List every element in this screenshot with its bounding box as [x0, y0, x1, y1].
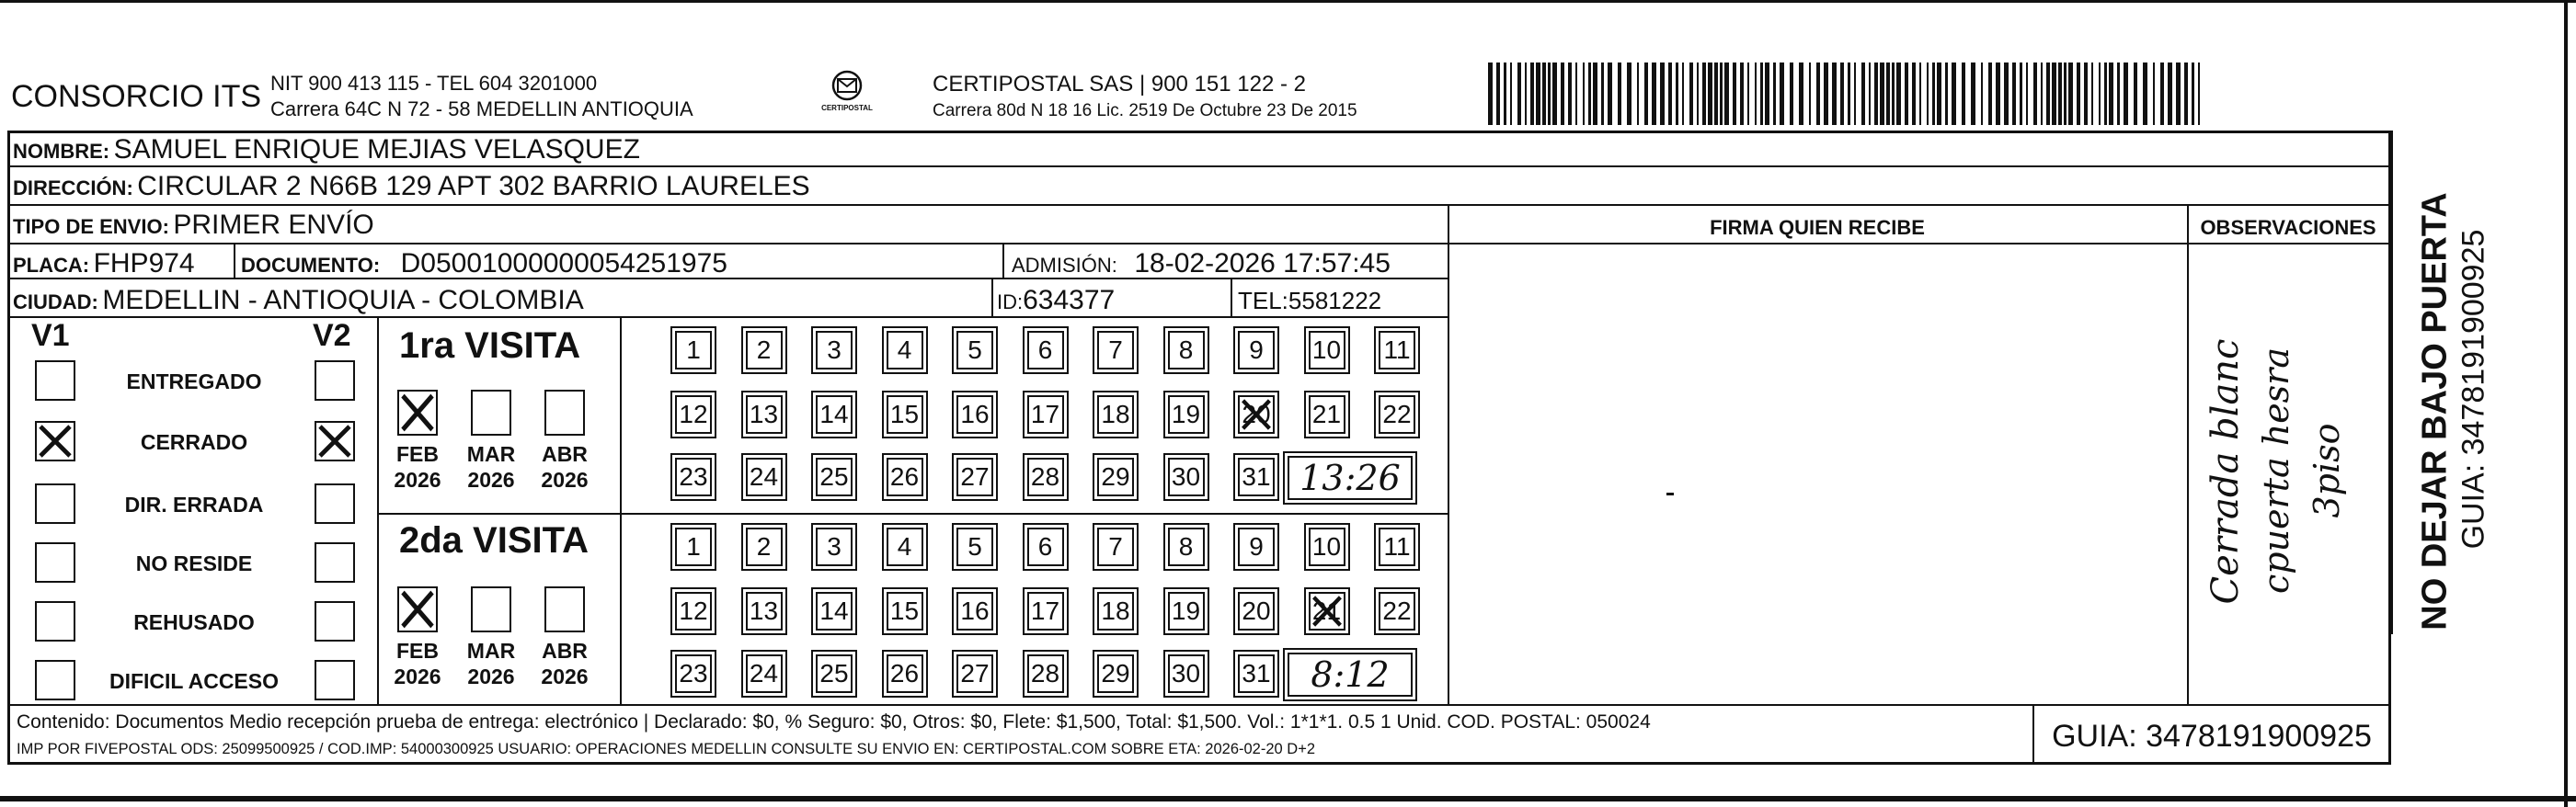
barcode-bar	[1747, 63, 1749, 125]
v2-header: V2	[313, 318, 351, 353]
name-value: SAMUEL ENRIQUE MEJIAS VELASQUEZ	[113, 134, 640, 165]
barcode-bar	[1536, 63, 1540, 125]
month-checkbox[interactable]	[471, 390, 511, 436]
month-label	[383, 638, 452, 689]
v2-checkbox[interactable]	[315, 360, 355, 401]
barcode-bar	[1832, 63, 1837, 125]
month-name: ABR	[542, 639, 588, 663]
day-box[interactable]: 26	[887, 654, 923, 693]
barcode-bar	[1799, 63, 1803, 125]
barcode-bar	[1874, 63, 1878, 125]
observations-label: OBSERVACIONES	[2200, 216, 2376, 239]
barcode-bar	[1869, 63, 1871, 125]
barcode	[1488, 63, 2211, 125]
city-cell	[13, 285, 584, 316]
signature-label: FIRMA QUIEN RECIBE	[1710, 216, 1925, 239]
x-mark-icon	[37, 423, 74, 460]
visit1-title: 1ra VISITA	[399, 325, 581, 366]
barcode-bar	[2058, 63, 2062, 125]
barcode-bar	[1652, 63, 1656, 125]
day-box[interactable]: 1	[675, 528, 712, 566]
month-year: 2026	[541, 468, 589, 492]
barcode-bar	[2084, 63, 2088, 125]
barcode-bar	[2020, 63, 2022, 125]
v1-checkbox[interactable]	[35, 601, 75, 642]
shipment-type-label: TIPO DE ENVIO:	[13, 215, 169, 238]
barcode-bar	[1780, 63, 1784, 125]
day-box[interactable]: 2	[746, 528, 783, 566]
barcode-bar	[1971, 63, 1975, 125]
barcode-bar	[1608, 63, 1612, 125]
barcode-bar	[1720, 63, 1723, 125]
month-name: MAR	[466, 442, 516, 466]
day-box[interactable]: 5	[956, 528, 993, 566]
x-mark-icon	[399, 588, 436, 631]
tel-label: TEL:	[1238, 287, 1288, 314]
month-label	[530, 441, 600, 493]
day-box[interactable]: 16	[956, 592, 993, 631]
barcode-bar	[1588, 63, 1591, 125]
barcode-bar	[1714, 63, 1718, 125]
barcode-bar	[2099, 63, 2101, 125]
barcode-bar	[2068, 63, 2073, 125]
v2-checkbox[interactable]	[315, 421, 355, 461]
barcode-bar	[2153, 63, 2155, 125]
barcode-bar	[2077, 63, 2080, 125]
day-box[interactable]: 15	[887, 592, 923, 631]
month-year: 2026	[394, 665, 441, 688]
day-box[interactable]: 1	[675, 331, 712, 369]
day-box[interactable]: 3	[816, 528, 853, 566]
day-box[interactable]: 26	[887, 458, 923, 496]
x-mark-icon	[399, 392, 436, 434]
barcode-bar	[1575, 63, 1577, 125]
shipment-type-row	[13, 210, 374, 241]
time-box[interactable]	[1288, 456, 1413, 500]
day-box[interactable]: 16	[956, 395, 993, 434]
day-box[interactable]: 22	[1379, 395, 1415, 434]
status-label: REHUSADO	[133, 610, 255, 634]
name-row	[13, 134, 640, 165]
barcode-bar	[1668, 63, 1672, 125]
barcode-bar	[2064, 63, 2067, 125]
plate-label: PLACA:	[13, 254, 90, 277]
barcode-bar	[2168, 63, 2172, 125]
barcode-bar	[1548, 63, 1551, 125]
barcode-bar	[1601, 63, 1604, 125]
day-box[interactable]: 28	[1027, 654, 1064, 693]
barcode-bar	[1824, 63, 1828, 125]
day-box[interactable]: 21	[1309, 592, 1345, 631]
barcode-bar	[1988, 63, 1992, 125]
month-name: MAR	[466, 639, 516, 663]
barcode-bar	[2198, 63, 2200, 125]
day-box[interactable]: 10	[1309, 528, 1345, 566]
courier-name: CERTIPOSTAL SAS | 900 151 122 - 2	[933, 72, 1306, 97]
day-box[interactable]: 13	[746, 395, 783, 434]
month-checkbox[interactable]	[544, 390, 585, 436]
barcode-bar	[1892, 63, 1895, 125]
barcode-bar	[1880, 63, 1884, 125]
barcode-bar	[1962, 63, 1965, 125]
day-box[interactable]: 23	[675, 654, 712, 693]
barcode-bar	[1517, 63, 1521, 125]
v1-checkbox[interactable]	[35, 660, 75, 700]
v1-checkbox[interactable]	[35, 483, 75, 524]
day-box[interactable]: 5	[956, 331, 993, 369]
day-box[interactable]: 12	[675, 395, 712, 434]
company-name: CONSORCIO ITS	[11, 79, 262, 114]
barcode-bar	[1504, 63, 1506, 125]
day-box[interactable]: 11	[1379, 331, 1415, 369]
observation-line-3: 3piso	[2307, 423, 2347, 518]
handwritten-time: 8:12	[1311, 654, 1390, 695]
day-box[interactable]: 27	[956, 458, 993, 496]
day-box[interactable]: 29	[1097, 458, 1134, 496]
v1-header: V1	[31, 318, 70, 353]
barcode-bar	[1708, 63, 1712, 125]
barcode-bar	[1861, 63, 1865, 125]
x-mark-icon	[1240, 397, 1273, 432]
day-box[interactable]: 14	[816, 592, 853, 631]
shipment-type-value: PRIMER ENVÍO	[173, 210, 374, 240]
day-box[interactable]: 30	[1168, 654, 1205, 693]
day-box[interactable]: 3	[816, 331, 853, 369]
status-label: NO RESIDE	[135, 551, 253, 575]
city-value: MEDELLIN - ANTIOQUIA - COLOMBIA	[102, 285, 584, 315]
observation-line-2: cpuerta hesra	[2256, 347, 2296, 595]
day-box[interactable]: 25	[816, 458, 853, 496]
top-border	[0, 0, 2576, 3]
time-box[interactable]	[1288, 653, 1413, 697]
barcode-bar	[2041, 63, 2043, 125]
status-label: DIFICIL ACCESO	[109, 669, 279, 693]
barcode-bar	[2192, 63, 2194, 125]
day-box[interactable]: 17	[1027, 592, 1064, 631]
x-mark-icon	[316, 423, 353, 460]
barcode-bar	[1840, 63, 1844, 125]
barcode-bar	[2134, 63, 2137, 125]
barcode-bar	[1912, 63, 1916, 125]
day-box[interactable]: 13	[746, 592, 783, 631]
barcode-bar	[1996, 63, 2000, 125]
barcode-bar	[2091, 63, 2093, 125]
day-box[interactable]: 23	[675, 458, 712, 496]
day-box[interactable]: 30	[1168, 458, 1205, 496]
barcode-bar	[1848, 63, 1850, 125]
barcode-bar	[2124, 63, 2128, 125]
barcode-bar	[1790, 63, 1793, 125]
barcode-graphic	[1488, 63, 2211, 125]
barcode-bar	[1724, 63, 1729, 125]
day-box[interactable]: 25	[816, 654, 853, 693]
document-cell	[241, 248, 727, 279]
day-box[interactable]: 28	[1027, 458, 1064, 496]
barcode-bar	[1552, 63, 1557, 125]
barcode-bar	[1530, 63, 1534, 125]
v1-checkbox[interactable]	[35, 542, 75, 583]
tel-cell	[1238, 287, 1381, 315]
barcode-bar	[2160, 63, 2164, 125]
month-year: 2026	[541, 665, 589, 688]
barcode-bar	[1660, 63, 1665, 125]
barcode-bar	[1765, 63, 1769, 125]
observation-line-1: Cerrada blanc	[2204, 338, 2247, 605]
month-label	[456, 638, 526, 689]
day-box[interactable]: 14	[816, 395, 853, 434]
day-box[interactable]: 18	[1097, 592, 1134, 631]
barcode-bar	[1773, 63, 1776, 125]
day-box[interactable]: 8	[1168, 528, 1205, 566]
barcode-bar	[1488, 63, 1493, 125]
day-box[interactable]: 21	[1309, 395, 1345, 434]
right-border	[2564, 0, 2568, 807]
x-mark-icon	[1311, 594, 1344, 629]
day-box[interactable]: 9	[1238, 331, 1275, 369]
barcode-bar	[2184, 63, 2188, 125]
id-label: ID:	[997, 290, 1024, 313]
month-name: FEB	[396, 442, 439, 466]
day-box[interactable]: 9	[1238, 528, 1275, 566]
status-label: CERRADO	[140, 430, 248, 454]
day-box[interactable]: 11	[1379, 528, 1415, 566]
month-checkbox[interactable]	[471, 586, 511, 632]
v1-checkbox[interactable]	[35, 421, 75, 461]
side-guia: GUIA: 3478191900925	[2456, 229, 2491, 550]
day-box[interactable]: 6	[1027, 331, 1064, 369]
barcode-bar	[1568, 63, 1572, 125]
day-box[interactable]: 4	[887, 331, 923, 369]
address-label: DIRECCIÓN:	[13, 176, 133, 199]
barcode-bar	[1682, 63, 1684, 125]
month-label	[530, 638, 600, 689]
v1-checkbox[interactable]	[35, 360, 75, 401]
barcode-bar	[1697, 63, 1699, 125]
barcode-bar	[1919, 63, 1921, 125]
barcode-bar	[1927, 63, 1929, 125]
barcode-bar	[1760, 63, 1763, 125]
barcode-bar	[1945, 63, 1948, 125]
barcode-bar	[2117, 63, 2120, 125]
observations-handwriting	[2189, 248, 2382, 699]
day-box[interactable]: 24	[746, 458, 783, 496]
barcode-bar	[2026, 63, 2028, 125]
courier-address: Carrera 80d N 18 16 Lic. 2519 De Octubre 23 De 2015	[933, 101, 1357, 120]
barcode-bar	[2012, 63, 2016, 125]
month-checkbox[interactable]	[544, 586, 585, 632]
barcode-bar	[1561, 63, 1564, 125]
v2-checkbox[interactable]	[315, 483, 355, 524]
company-address: Carrera 64C N 72 - 58 MEDELLIN ANTIOQUIA	[270, 97, 693, 120]
day-box[interactable]: 22	[1379, 592, 1415, 631]
barcode-bar	[1886, 63, 1890, 125]
day-box[interactable]: 31	[1238, 654, 1275, 693]
side-warning: NO DEJAR BAJO PUERTA	[2415, 192, 2455, 631]
visit2-title: 2da VISITA	[399, 520, 589, 561]
barcode-bar	[1816, 63, 1820, 125]
day-box[interactable]: 19	[1168, 592, 1205, 631]
address-row	[13, 171, 810, 202]
barcode-bar	[1896, 63, 1901, 125]
barcode-bar	[2046, 63, 2050, 125]
barcode-bar	[2104, 63, 2107, 125]
month-year: 2026	[467, 665, 515, 688]
certipostal-logo	[813, 70, 881, 112]
barcode-bar	[1510, 63, 1512, 125]
barcode-bar	[1937, 63, 1941, 125]
barcode-bar	[1854, 63, 1856, 125]
barcode-bar	[1932, 63, 1935, 125]
day-box[interactable]: 6	[1027, 528, 1064, 566]
day-box[interactable]: 27	[956, 654, 993, 693]
name-label: NOMBRE:	[13, 140, 110, 163]
company-nit-tel: NIT 900 413 115 - TEL 604 3201000	[270, 72, 598, 95]
barcode-bar	[2143, 63, 2147, 125]
admission-cell	[1012, 248, 1391, 279]
tel-value: 5581222	[1288, 287, 1382, 314]
barcode-bar	[2004, 63, 2009, 125]
day-box[interactable]: 20	[1238, 592, 1275, 631]
day-box[interactable]: 19	[1168, 395, 1205, 434]
plate-value: FHP974	[93, 248, 195, 278]
month-year: 2026	[394, 468, 441, 492]
day-box[interactable]: 29	[1097, 654, 1134, 693]
address-value: CIRCULAR 2 N66B 129 APT 302 BARRIO LAURELES	[137, 171, 810, 201]
barcode-bar	[1542, 63, 1546, 125]
barcode-bar	[2176, 63, 2181, 125]
month-label	[383, 441, 452, 493]
document-label: DOCUMENTO:	[241, 254, 381, 277]
v2-checkbox[interactable]	[315, 601, 355, 642]
plate-cell	[13, 248, 195, 279]
day-box[interactable]: 2	[746, 331, 783, 369]
admission-label: ADMISIÓN:	[1012, 254, 1117, 277]
day-box[interactable]: 18	[1097, 395, 1134, 434]
barcode-bar	[1740, 63, 1744, 125]
barcode-bar	[1583, 63, 1585, 125]
v2-checkbox[interactable]	[315, 542, 355, 583]
barcode-bar	[1644, 63, 1648, 125]
barcode-bar	[1637, 63, 1639, 125]
footer-line-2: IMP POR FIVEPOSTAL ODS: 25099500925 / COD.IMP: 54000300925 USUARIO: OPERACIONES MEDELLIN CONSULTE SU ENVIO EN: CERTIPOSTAL.COM SOBRE ETA: 2026-02-20 D+2	[17, 741, 1316, 757]
barcode-bar	[2033, 63, 2037, 125]
barcode-bar	[1981, 63, 1983, 125]
day-box[interactable]: 8	[1168, 331, 1205, 369]
footer-guia: GUIA: 3478191900925	[2052, 719, 2372, 754]
barcode-bar	[2109, 63, 2113, 125]
id-value: 634377	[1023, 285, 1116, 315]
barcode-bar	[1702, 63, 1706, 125]
month-label	[456, 441, 526, 493]
barcode-bar	[1905, 63, 1908, 125]
day-box[interactable]: 15	[887, 395, 923, 434]
day-box[interactable]: 7	[1097, 528, 1134, 566]
barcode-bar	[1755, 63, 1757, 125]
barcode-bar	[1733, 63, 1736, 125]
day-box[interactable]: 7	[1097, 331, 1134, 369]
envelope-logo-icon	[829, 70, 865, 101]
admission-value: 18-02-2026 17:57:45	[1134, 248, 1391, 278]
month-checkbox[interactable]	[397, 390, 438, 436]
month-checkbox[interactable]	[397, 586, 438, 632]
barcode-bar	[1676, 63, 1678, 125]
day-box[interactable]: 17	[1027, 395, 1064, 434]
month-year: 2026	[467, 468, 515, 492]
footer-line-1: Contenido: Documentos Medio recepción prueba de entrega: electrónico | Declarado: $0, % Seguro: $0, Otros: $0, Flete: $1,500, Total: $1,500. Vol.: 1*1*1. 0.5 1 Unid. COD. POSTAL: 050024	[17, 711, 1651, 733]
barcode-bar	[1627, 63, 1631, 125]
city-label: CIUDAD:	[13, 290, 98, 313]
id-cell	[997, 285, 1115, 316]
day-box[interactable]: 4	[887, 528, 923, 566]
day-box[interactable]: 12	[675, 592, 712, 631]
barcode-bar	[1525, 63, 1527, 125]
month-name: FEB	[396, 639, 439, 663]
barcode-bar	[1809, 63, 1811, 125]
barcode-bar	[1496, 63, 1500, 125]
bottom-border	[0, 796, 2576, 801]
status-label: ENTREGADO	[126, 369, 262, 393]
barcode-bar	[1618, 63, 1621, 125]
month-name: ABR	[542, 442, 588, 466]
handwritten-time: 13:26	[1299, 458, 1401, 498]
barcode-bar	[2052, 63, 2056, 125]
logo-wordmark: CERTIPOSTAL	[821, 104, 873, 112]
status-label: DIR. ERRADA	[124, 493, 264, 517]
document-value: D05001000000054251975	[400, 248, 727, 278]
day-box[interactable]: 10	[1309, 331, 1345, 369]
v2-checkbox[interactable]	[315, 660, 355, 700]
signature-mark	[1666, 493, 1674, 495]
day-box[interactable]: 31	[1238, 458, 1275, 496]
day-box[interactable]: 20	[1238, 395, 1275, 434]
barcode-bar	[1689, 63, 1693, 125]
barcode-bar	[1952, 63, 1956, 125]
day-box[interactable]: 24	[746, 654, 783, 693]
barcode-bar	[1593, 63, 1597, 125]
